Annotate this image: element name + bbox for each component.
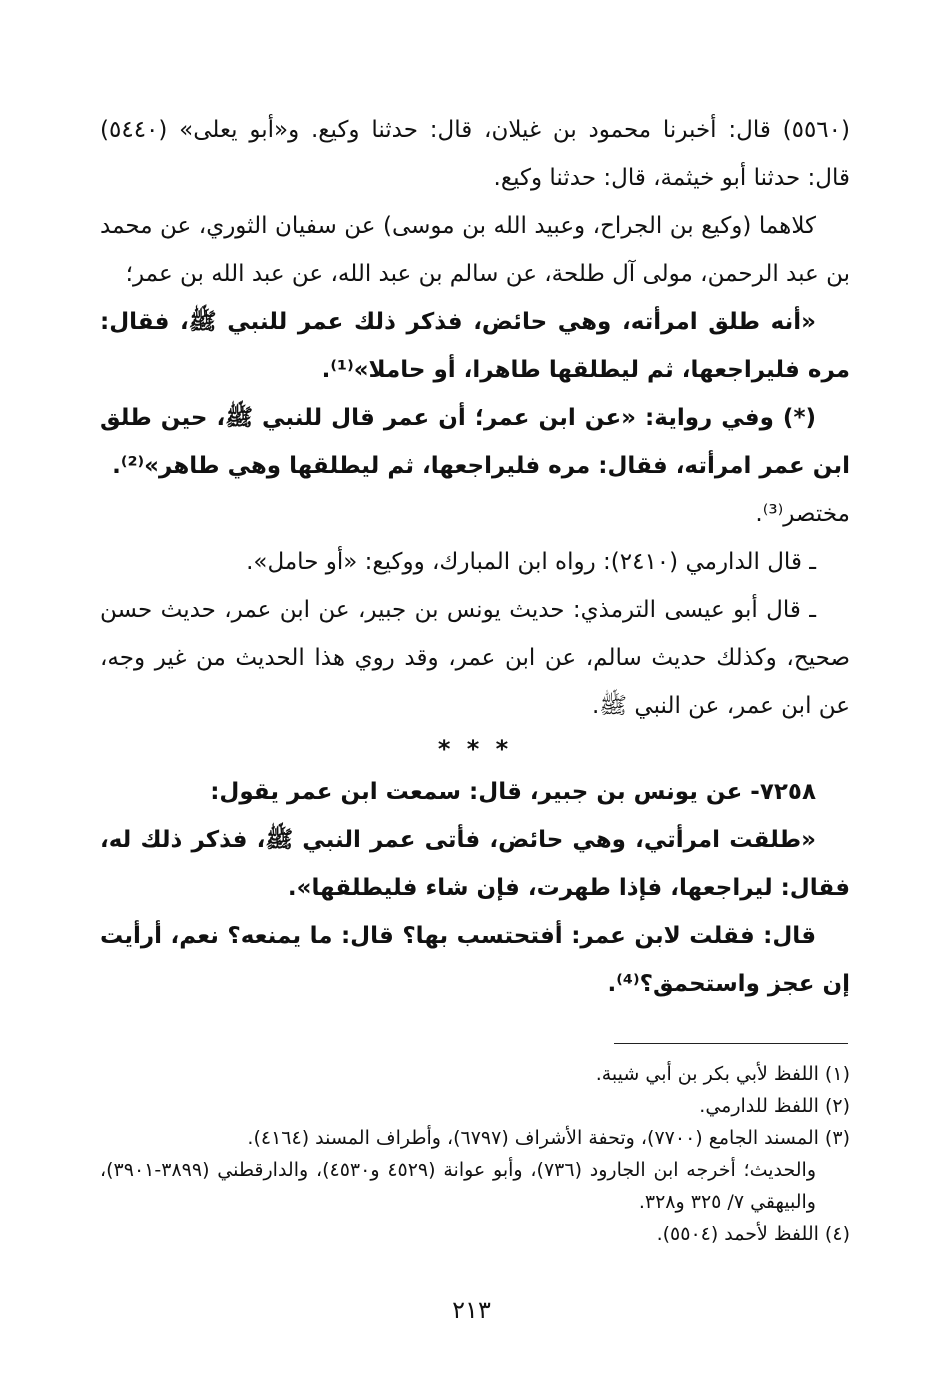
darimi-comment: ـ قال الدارمي (٢٤١٠): رواه ابن المبارك، ووكيع: «أو حامل». bbox=[246, 549, 816, 575]
hadith-matn-paragraph-2: «طلقت امرأتي، وهي حائض، فأتى عمر النبي ﷺ، فذكر ذلك له، فقال: ليراجعها، فإذا طهرت، فإن شاء فليطلقها». bbox=[100, 827, 850, 901]
hadith-heading: ٧٢٥٨- عن يونس بن جبير، قال: سمعت ابن عمر يقول: bbox=[210, 779, 816, 805]
footnote-divider bbox=[614, 1043, 848, 1044]
riwaya-paragraph: (*) وفي رواية: «عن ابن عمر؛ أن عمر قال للنبي ﷺ، حين طلق ابن عمر امرأته، فقال: مره فليراجعها، ثم ليطلقها وهي طاهر»⁽²⁾. bbox=[100, 405, 850, 479]
page-number: ٢١٣ bbox=[452, 1296, 491, 1324]
footnote-2: (٢) اللفظ للدارمي. bbox=[699, 1095, 850, 1117]
section-separator: * * * bbox=[437, 735, 513, 763]
footnote-3: (٣) المسند الجامع (٧٧٠٠)، وتحفة الأشراف (٦٧٩٧)، وأطراف المسند (٤١٦٤). bbox=[247, 1127, 850, 1149]
footnote-3-continuation: والحديث؛ أخرجه ابن الجارود (٧٣٦)، وأبو عوانة (٤٥٢٩ و٤٥٣٠)، والدارقطني (٣٨٩٩-٣٩٠١)، والبيهقي ٧/ ٣٢٥ و٣٢٨. bbox=[100, 1159, 816, 1213]
mukhtasar-note: مختصر⁽³⁾. bbox=[755, 501, 850, 527]
tirmidhi-comment: ـ قال أبو عيسى الترمذي: حديث يونس بن جبير، عن ابن عمر، حديث حسن صحيح، وكذلك حديث سالم، عن ابن عمر، وقد روي هذا الحديث من غير وجه، عن ابن عمر، عن النبي ﷺ. bbox=[100, 597, 850, 719]
hadith-isnad-paragraph: (٥٥٦٠) قال: أخبرنا محمود بن غيلان، قال: حدثنا وكيع. و«أبو يعلى» (٥٤٤٠) قال: حدثنا أبو خيثمة، قال: حدثنا وكيع. bbox=[100, 117, 850, 191]
footnote-1: (١) اللفظ لأبي بكر بن أبي شيبة. bbox=[595, 1063, 850, 1085]
hadith-matn-paragraph: «أنه طلق امرأته، وهي حائض، فذكر ذلك عمر للنبي ﷺ، فقال: مره فليراجعها، ثم ليطلقها طاهرا، أو حاملا»⁽¹⁾. bbox=[100, 309, 850, 383]
narrators-paragraph: كلاهما (وكيع بن الجراح، وعبيد الله بن موسى) عن سفيان الثوري، عن محمد بن عبد الرحمن، مولى آل طلحة، عن سالم بن عبد الله، عن عبد الله بن عمر؛ bbox=[100, 213, 850, 287]
footnotes bbox=[100, 1058, 850, 1250]
main-text bbox=[100, 106, 850, 1008]
footnote-4: (٤) اللفظ لأحمد (٥٥٠٤). bbox=[656, 1223, 850, 1245]
hadith-continuation: قال: فقلت لابن عمر: أفتحتسب بها؟ قال: ما يمنعه؟ نعم، أرأيت إن عجز واستحمق؟⁽⁴⁾. bbox=[100, 923, 850, 997]
